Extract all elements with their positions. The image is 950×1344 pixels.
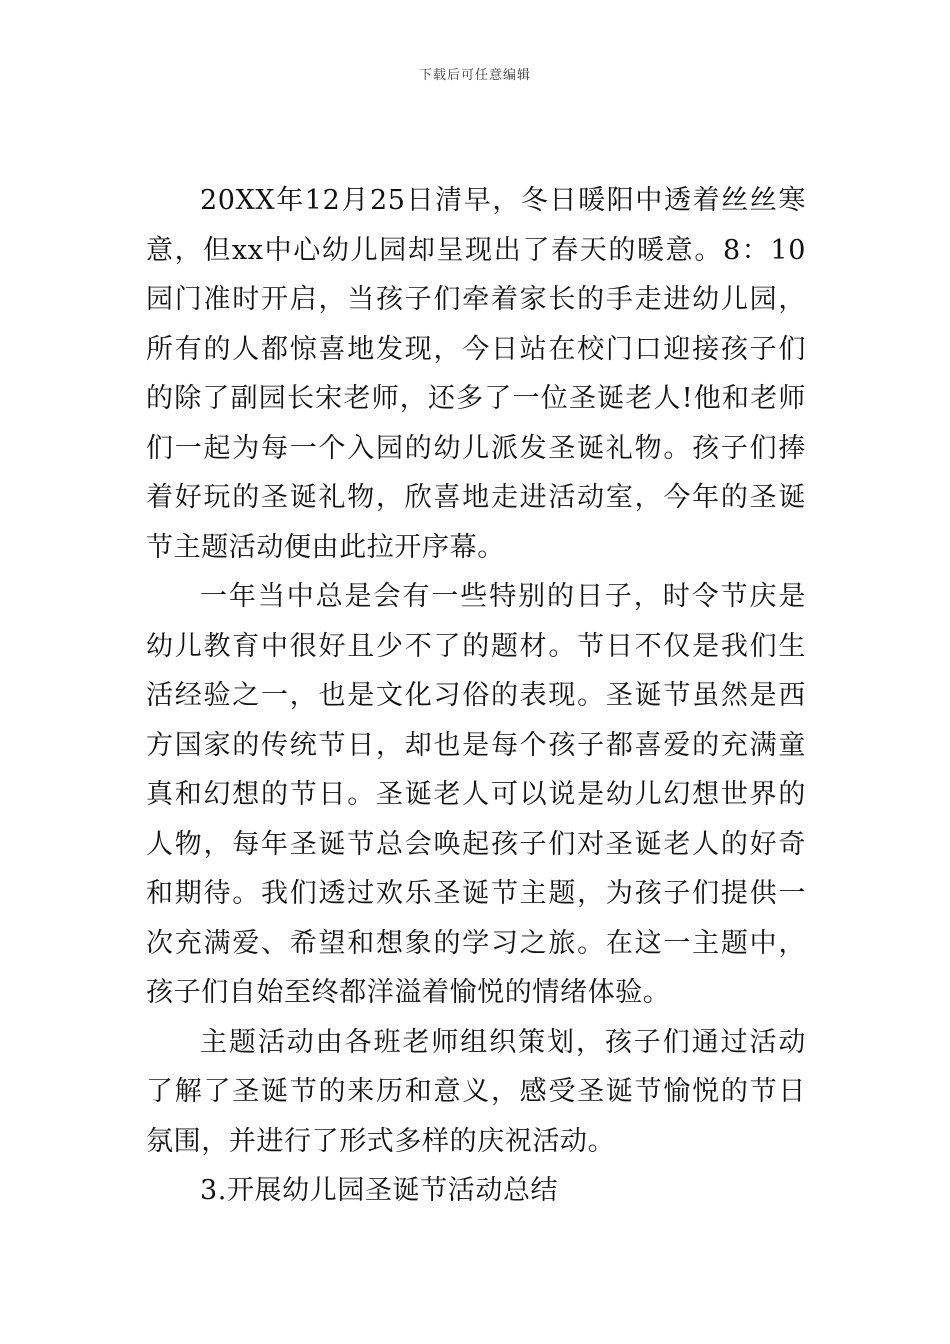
paragraph-2: 一年当中总是会有一些特别的日子，时令节庆是幼儿教育中很好且少不了的题材。节日不仅是我们生活经验之一，也是文化习俗的表现。圣诞节虽然是西方国家的传统节日，却也是每个孩子都喜爱的充满童真和幻想的节日。圣诞老人可以说是幼儿幻想世界的人物，每年圣诞节总会唤起孩子们对圣诞老人的好奇和期待。我们透过欢乐圣诞节主题，为孩子们提供一次充满爱、希望和想象的学习之旅。在这一主题中，孩子们自始至终都洋溢着愉悦的情绪体验。: [146, 581, 806, 1008]
paragraph-3: 主题活动由各班老师组织策划，孩子们通过活动了解了圣诞节的来历和意义，感受圣诞节愉悦的节日氛围，并进行了形式多样的庆祝活动。: [146, 1026, 806, 1157]
paragraph-1: 20XX年12月25日清早，冬日暖阳中透着丝丝寒意，但xx中心幼儿园却呈现出了春天的暖意。8：10园门准时开启，当孩子们牵着家长的手走进幼儿园，所有的人都惊喜地发现，今日站在校门口迎接孩子们的除了副园长宋老师，还多了一位圣诞老人!他和老师们一起为每一个入园的幼儿派发圣诞礼物。孩子们捧着好玩的圣诞礼物，欣喜地走进活动室，今年的圣诞节主题活动便由此拉开序幕。: [146, 185, 806, 563]
section-heading: 3.开展幼儿园圣诞节活动总结: [200, 1175, 559, 1206]
header-note: 下载后可任意编辑: [418, 68, 531, 83]
document-body: [146, 176, 806, 1216]
